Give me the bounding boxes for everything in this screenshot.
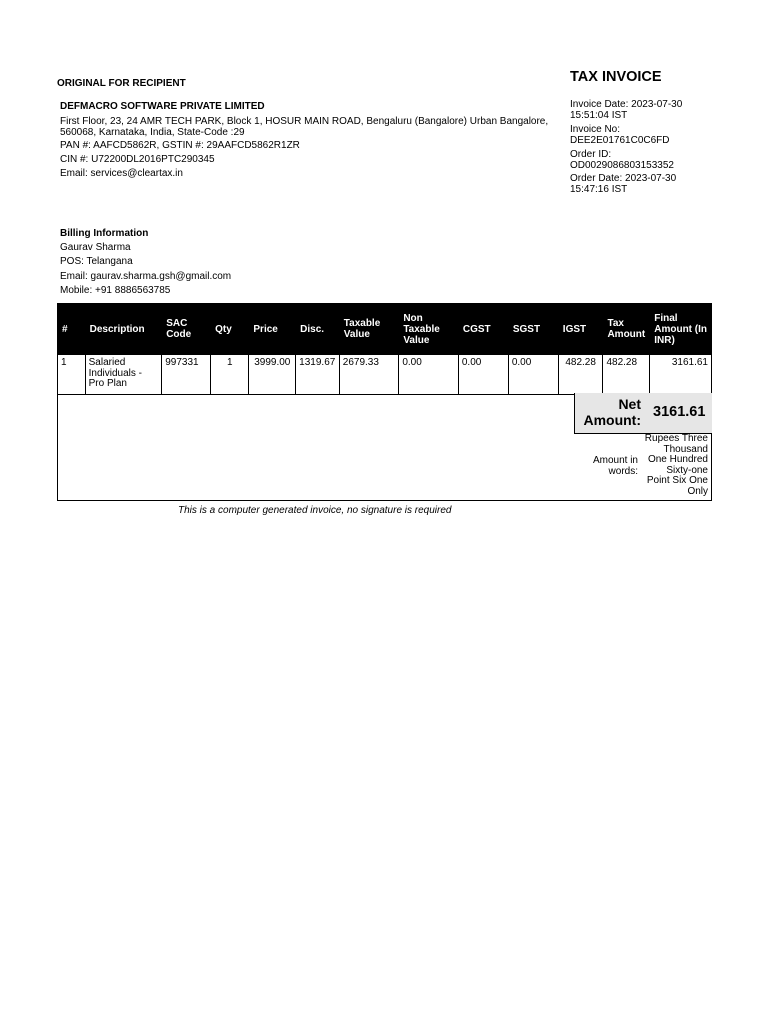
col-header-price: Price — [249, 304, 296, 355]
col-header-sac-code: SAC Code — [162, 304, 211, 355]
seller-address-line2: 560068, Karnataka, India, State-Code :29 — [60, 126, 245, 138]
net-amount-value: 3161.61 — [653, 404, 706, 420]
order-date-line1: Order Date: 2023-07-30 — [570, 173, 677, 184]
table-row — [58, 355, 712, 395]
cell-cgst: 0.00 — [458, 355, 508, 395]
col-header-tax-amount: Tax Amount — [603, 304, 650, 355]
invoice-date-line2: 15:51:04 IST — [570, 110, 628, 121]
col-header-non-taxable-value: Non Taxable Value — [399, 304, 459, 355]
invoice-number — [570, 124, 720, 146]
col-header-taxable-value: Taxable Value — [339, 304, 399, 355]
seller-cin: CIN #: U72200DL2016PTC290345 — [60, 154, 215, 165]
invoice-no-value: DEE2E01761C0C6FD — [570, 135, 670, 146]
seller-pan-gstin: PAN #: AAFCD5862R, GSTIN #: 29AAFCD5862R1ZR — [60, 140, 300, 151]
order-date — [570, 173, 720, 195]
cell-num: 1 — [58, 355, 86, 395]
amount-in-words-value: Rupees Three Thousand One Hundred Sixty-one Point Six One Only — [644, 433, 708, 497]
invoice-no-label: Invoice No: — [570, 124, 621, 135]
cell-taxable-value: 2679.33 — [339, 355, 399, 395]
items-table — [57, 303, 712, 395]
col-header-num: # — [58, 304, 86, 355]
order-id — [570, 149, 720, 171]
col-header-final-amount: Final Amount (In INR) — [650, 304, 712, 355]
cell-description: Salaried Individuals - Pro Plan — [85, 355, 162, 395]
amount-in-words-label: Amount in words: — [592, 455, 638, 477]
billing-pos: POS: Telangana — [60, 256, 133, 267]
col-header-cgst: CGST — [458, 304, 508, 355]
cell-disc: 1319.67 — [296, 355, 340, 395]
seller-address-line1: First Floor, 23, 24 AMR TECH PARK, Block 1, HOSUR MAIN ROAD, Bengaluru (Bangalore) Urban Bangalore, — [60, 116, 549, 127]
billing-email: Email: gaurav.sharma.gsh@gmail.com — [60, 271, 232, 282]
cell-igst: 482.28 — [558, 355, 603, 395]
cell-qty: 1 — [211, 355, 249, 395]
table-header-row — [58, 304, 712, 355]
invoice-title: TAX INVOICE — [570, 69, 662, 85]
col-header-disc: Disc. — [296, 304, 340, 355]
seller-name: DEFMACRO SOFTWARE PRIVATE LIMITED — [60, 101, 265, 112]
col-header-sgst: SGST — [508, 304, 558, 355]
invoice-date — [570, 99, 720, 121]
billing-heading: Billing Information — [60, 228, 149, 239]
summary-section — [57, 393, 712, 501]
billing-name: Gaurav Sharma — [60, 242, 131, 253]
net-amount-label: Net Amount: — [583, 396, 641, 428]
billing-mobile: Mobile: +91 8886563785 — [60, 285, 171, 296]
net-amount-box — [574, 393, 712, 434]
order-id-label: Order ID: — [570, 149, 612, 160]
col-header-igst: IGST — [558, 304, 603, 355]
seller-email: Email: services@cleartax.in — [60, 168, 183, 179]
cell-tax-amount: 482.28 — [603, 355, 650, 395]
cell-sac-code: 997331 — [162, 355, 211, 395]
copy-label: ORIGINAL FOR RECIPIENT — [57, 78, 186, 89]
order-date-line2: 15:47:16 IST — [570, 184, 628, 195]
cell-final-amount: 3161.61 — [650, 355, 712, 395]
seller-address — [60, 117, 548, 138]
col-header-description: Description — [85, 304, 162, 355]
cell-sgst: 0.00 — [508, 355, 558, 395]
order-id-value: OD0029086803153352 — [570, 160, 674, 171]
footer-note: This is a computer generated invoice, no signature is required — [178, 505, 452, 516]
cell-non-taxable-value: 0.00 — [399, 355, 459, 395]
invoice-date-line1: Invoice Date: 2023-07-30 — [570, 99, 683, 110]
col-header-qty: Qty — [211, 304, 249, 355]
cell-price: 3999.00 — [249, 355, 296, 395]
